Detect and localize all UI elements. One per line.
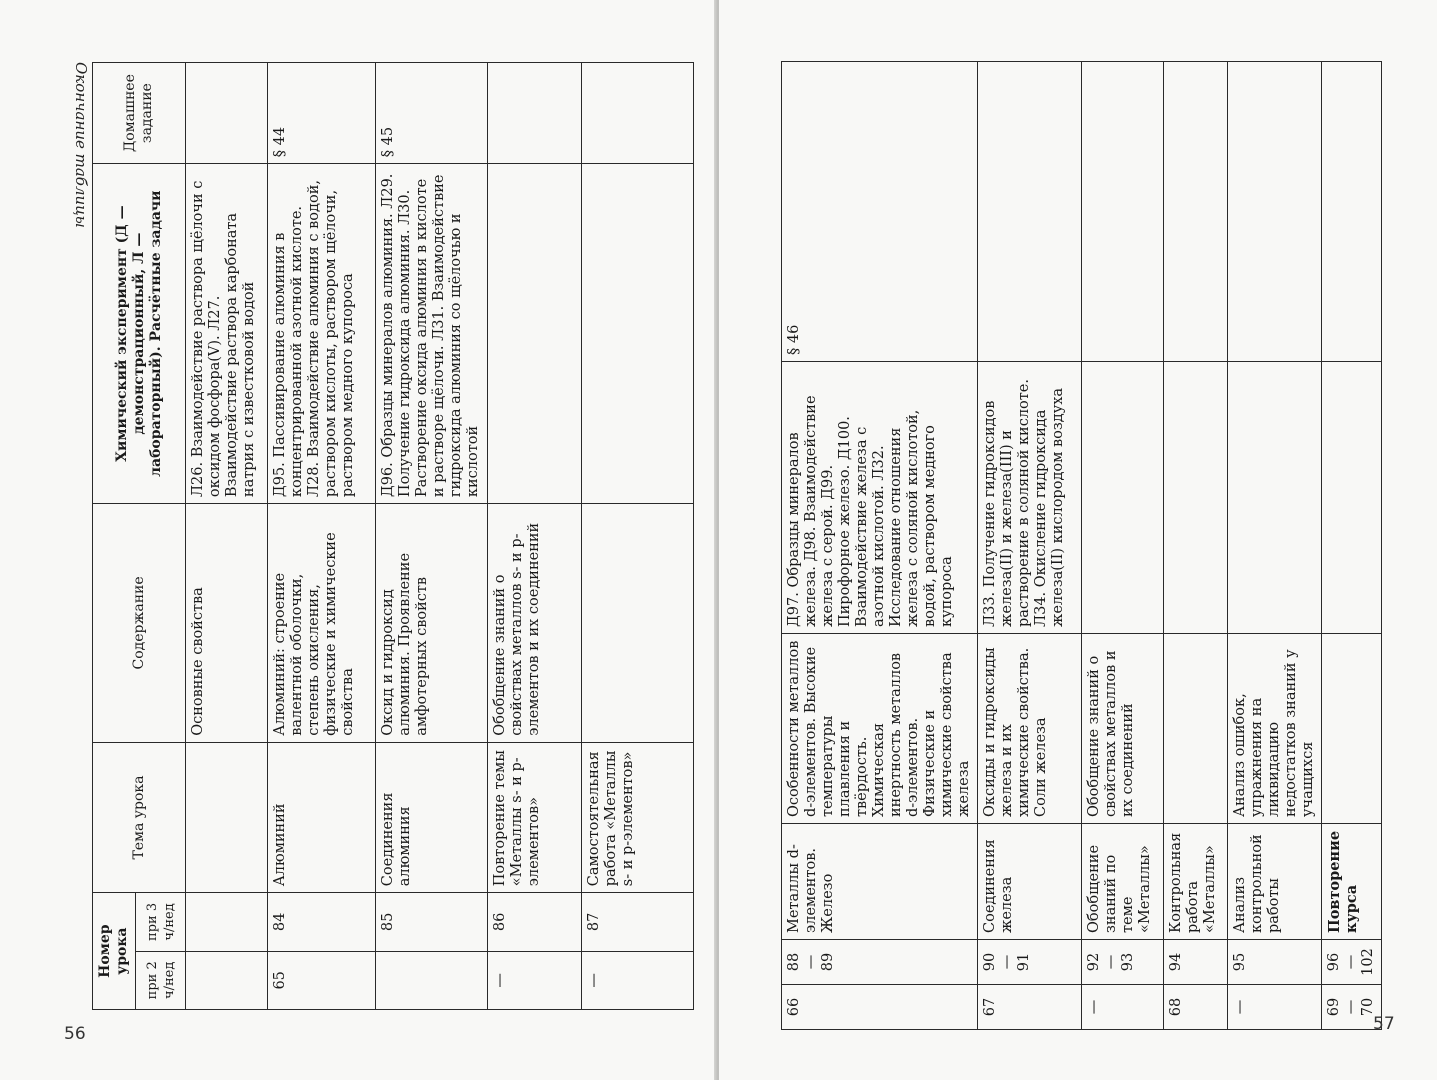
table-row — [582, 63, 694, 1010]
cell-homework — [1082, 62, 1164, 362]
cell-content — [582, 504, 694, 743]
header-at-3h: при 3 ч/нед — [136, 893, 186, 951]
table-row — [1228, 62, 1322, 1030]
cell-topic: Соединения алюминия — [376, 742, 488, 892]
cell-topic: Металлы d-элементов. Железо — [782, 824, 978, 940]
cell-experiment: Л26. Взаимодействие раствора щёлочи с оксидом фосфора(V). Л27. Взаимодействие раствора карбоната натрия с известковой водой — [186, 164, 268, 504]
cell-n2: — — [582, 951, 694, 1009]
cell-content: Оксид и гидроксид алюминия. Проявление амфотерных свойств — [376, 504, 488, 743]
cell-topic — [186, 742, 268, 892]
cell-n2: 69—70 — [1322, 985, 1382, 1030]
header-at-2h: при 2 ч/нед — [136, 951, 186, 1009]
header-experiment: Химический эксперимент (Д — демонстрационный, Л — лабораторный). Расчётные задачи — [93, 164, 186, 504]
cell-homework — [488, 63, 582, 164]
cell-homework — [1228, 62, 1322, 362]
cell-content: Особенности металлов d-элементов. Высокие температуры плавления и твёрдость. Химическая инертность металлов d-элементов. Физические и химические свойства железа — [782, 634, 978, 824]
cell-topic: Самостоятельная работа «Металлы s- и p-элементов» — [582, 742, 694, 892]
cell-n2: 65 — [268, 951, 376, 1009]
table-row — [782, 62, 978, 1030]
cell-homework — [582, 63, 694, 164]
cell-experiment — [1164, 362, 1228, 634]
page-number-left: 56 — [64, 1024, 86, 1044]
lesson-plan-table-right — [781, 61, 1382, 1030]
cell-topic: Обобщение знаний по теме «Металлы» — [1082, 824, 1164, 940]
page-number-right: 57 — [1373, 1014, 1395, 1034]
table-row — [1322, 62, 1382, 1030]
cell-homework — [1164, 62, 1228, 362]
cell-experiment — [488, 164, 582, 504]
cell-n3: 90—91 — [978, 940, 1082, 985]
cell-n3: 96—102 — [1322, 940, 1382, 985]
cell-content: Обобщение знаний о свойствах металлов и их соединений — [1082, 634, 1164, 824]
table-row — [1082, 62, 1164, 1030]
cell-n2 — [186, 951, 268, 1009]
cell-n3: 84 — [268, 893, 376, 951]
header-row — [93, 63, 136, 1010]
cell-topic: Соединения железа — [978, 824, 1082, 940]
header-content: Содержание — [93, 504, 186, 743]
cell-n3: 92—93 — [1082, 940, 1164, 985]
cell-n2 — [376, 951, 488, 1009]
table-row — [978, 62, 1082, 1030]
cell-n2: — — [1228, 985, 1322, 1030]
table-row — [186, 63, 268, 1010]
right-page — [719, 0, 1437, 1080]
cell-experiment — [1322, 362, 1382, 634]
cell-topic: Повторение курса — [1322, 824, 1382, 940]
cell-n2: 67 — [978, 985, 1082, 1030]
cell-content: Анализ ошибок, упражнения на ликвидацию недостатков знаний у учащихся — [1228, 634, 1322, 824]
cell-homework — [1322, 62, 1382, 362]
cell-content: Алюминий: строение валентной оболочки, степень окисления, физические и химические свойства — [268, 504, 376, 743]
cell-experiment — [1228, 362, 1322, 634]
cell-homework — [186, 63, 268, 164]
cell-topic: Алюминий — [268, 742, 376, 892]
header-topic: Тема урока — [93, 742, 186, 892]
header-lesson-number: Номер урока — [93, 893, 136, 1010]
cell-n3: 88—89 — [782, 940, 978, 985]
cell-homework: § 45 — [376, 63, 488, 164]
cell-homework: § 46 — [782, 62, 978, 362]
cell-topic: Анализ контрольной работы — [1228, 824, 1322, 940]
right-table-rotated — [781, 61, 1382, 1030]
cell-experiment: Д95. Пассивирование алюминия в концентрированной азотной кислоте. Л28. Взаимодействие алюминия с водой, раствором кислоты, раствором щёлочи, раствором медного купороса — [268, 164, 376, 504]
header-homework: Домашнее задание — [93, 63, 186, 164]
cell-experiment: Д96. Образцы минералов алюминия. Л29. Получение гидроксида алюминия. Л30. Растворение оксида алюминия в кислоте и растворе щёлочи. Л31. Взаимодействие гидроксида алюминия со щёлочью и кислотой — [376, 164, 488, 504]
cell-n3: 86 — [488, 893, 582, 951]
cell-n3: 87 — [582, 893, 694, 951]
cell-homework: § 44 — [268, 63, 376, 164]
cell-n3 — [186, 893, 268, 951]
cell-homework — [978, 62, 1082, 362]
cell-topic: Контрольная работа «Металлы» — [1164, 824, 1228, 940]
table-row — [268, 63, 376, 1010]
cell-experiment — [1082, 362, 1164, 634]
cell-content: Оксиды и гидроксиды железа и их химические свойства. Соли железа — [978, 634, 1082, 824]
table-continuation-caption — [72, 62, 90, 228]
cell-n2: 68 — [1164, 985, 1228, 1030]
table-row — [376, 63, 488, 1010]
cell-n2: 66 — [782, 985, 978, 1030]
cell-topic: Повторение темы «Металлы s- и p-элементов» — [488, 742, 582, 892]
table-row — [1164, 62, 1228, 1030]
cell-content: Обобщение знаний о свойствах металлов s- и p-элементов и их соединений — [488, 504, 582, 743]
cell-n3: 85 — [376, 893, 488, 951]
left-table-rotated — [92, 62, 694, 1010]
cell-experiment: Д97. Образцы минералов железа. Д98. Взаимодействие железа с серой. Д99. Пирофорное железо. Д100. Взаимодействие железа с азотной кислотой. Л32. Исследование отношения железа с соляной кислотой, водой, раствором медного купороса — [782, 362, 978, 634]
cell-experiment — [582, 164, 694, 504]
cell-experiment: Л33. Получение гидроксидов железа(II) и железа(III) и растворение в соляной кислоте. Л34. Окисление гидроксида железа(II) кислородом воздуха — [978, 362, 1082, 634]
cell-n2: — — [1082, 985, 1164, 1030]
lesson-plan-table-left — [92, 62, 694, 1010]
cell-content: Основные свойства — [186, 504, 268, 743]
caption-text: Окончание таблицы — [72, 62, 90, 228]
cell-n3: 95 — [1228, 940, 1322, 985]
table-row — [488, 63, 582, 1010]
cell-n2: — — [488, 951, 582, 1009]
cell-content — [1164, 634, 1228, 824]
cell-n3: 94 — [1164, 940, 1228, 985]
cell-content — [1322, 634, 1382, 824]
left-page — [0, 0, 716, 1080]
